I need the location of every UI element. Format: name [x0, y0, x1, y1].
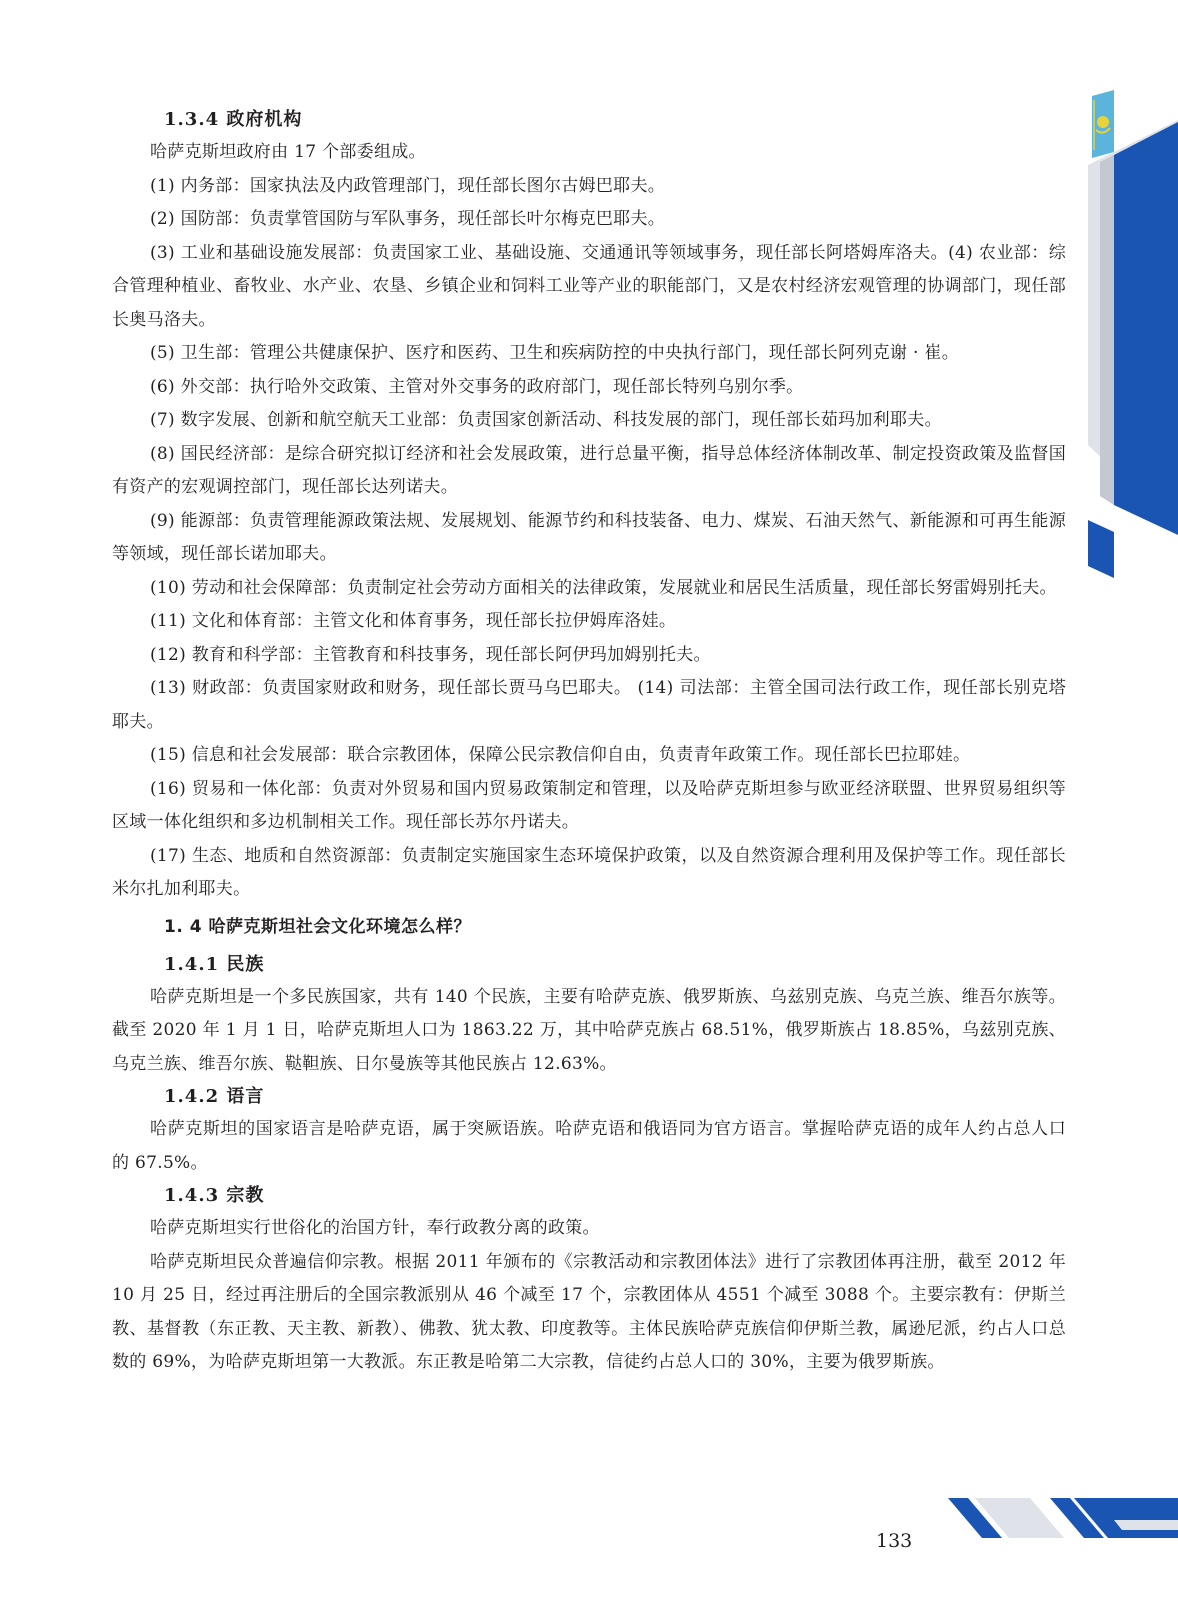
side-tab-blue: [1114, 122, 1178, 535]
kazakhstan-flag-icon: [1092, 90, 1114, 158]
side-tab-stripe-blue: [1088, 520, 1114, 578]
paragraph: 哈萨克斯坦实行世俗化的治国方针，奉行政教分离的政策。: [150, 1218, 600, 1238]
paragraph: (5) 卫生部：管理公共健康保护、医疗和医药、卫生和疾病防控的中央执行部门，现任部长阿列克谢 · 崔。: [150, 343, 959, 363]
paragraph: 哈萨克斯坦政府由 17 个部委组成。: [150, 142, 426, 162]
paragraph: (17) 生态、地质和自然资源部：负责制定实施国家生态环境保护政策，以及自然资源合理利用及保护等工作。现任部长米尔扎加利耶夫。: [112, 845, 1066, 899]
page-number: 133: [876, 1530, 913, 1552]
heading-1-4-3: 1.4.3 宗教: [164, 1185, 265, 1206]
heading-1-4-1: 1.4.1 民族: [164, 953, 265, 975]
page-content: [112, 104, 1066, 1380]
paragraph: 哈萨克斯坦是一个多民族国家，共有 140 个民族，主要有哈萨克族、俄罗斯族、乌兹别克族、乌克兰族、维吾尔族等。截至 2020 年 1 月 1 日，哈萨克斯坦人口为 1863.22 万，其中哈萨克族占 68.51%，俄罗斯族占 18.85%，乌兹别克族、乌克兰族、维吾尔族、鞑靼族、日尔曼族等其他民族占 12.63%。: [112, 986, 1066, 1074]
paragraph: (13) 财政部：负责国家财政和财务，现任部长贾马乌巴耶夫。 (14) 司法部：主管全国司法行政工作，现任部长别克塔耶夫。: [112, 678, 1066, 732]
paragraph: (9) 能源部：负责管理能源政策法规、发展规划、能源节约和科技装备、电力、煤炭、石油天然气、新能源和可再生能源等领域，现任部长诺加耶夫。: [112, 510, 1066, 564]
paragraph: (11) 文化和体育部：主管文化和体育事务，现任部长拉伊姆库洛娃。: [150, 611, 677, 631]
paragraph: (8) 国民经济部：是综合研究拟订经济和社会发展政策，进行总量平衡，指导总体经济体制改革、制定投资政策及监督国有资产的宏观调控部门，现任部长达列诺夫。: [112, 443, 1066, 497]
paragraph: (12) 教育和科学部：主管教育和科技事务，现任部长阿伊玛加姆别托夫。: [150, 644, 711, 665]
footer-stripes: [948, 1498, 1178, 1538]
heading-1-4: 1. 4 哈萨克斯坦社会文化环境怎么样？: [164, 916, 471, 937]
paragraph: (2) 国防部：负责掌管国防与军队事务，现任部长叶尔梅克巴耶夫。: [150, 209, 666, 229]
paragraph: (6) 外交部：执行哈外交政策、主管对外交事务的政府部门，现任部长特列乌别尔季。: [150, 376, 804, 397]
paragraph: 哈萨克斯坦的国家语言是哈萨克语，属于突厥语族。哈萨克语和俄语同为官方语言。掌握哈萨克语的成年人约占总人口的 67.5%。: [112, 1119, 1066, 1173]
heading-1-4-2: 1.4.2 语言: [164, 1086, 265, 1107]
paragraph: (1) 内务部：国家执法及内政管理部门，现任部长图尔古姆巴耶夫。: [150, 175, 666, 196]
side-tab-stripe-white: [1093, 505, 1178, 552]
paragraph: (10) 劳动和社会保障部：负责制定社会劳动方面相关的法律政策，发展就业和居民生活质量，现任部长努雷姆别托夫。: [150, 577, 1057, 598]
side-tab-edge: [1100, 155, 1114, 505]
paragraph: 哈萨克斯坦民众普遍信仰宗教。根据 2011 年颁布的《宗教活动和宗教团体法》进行了宗教团体再注册，截至 2012 年 10 月 25 日，经过再注册后的全国宗教派别从 46 个减至 17 个，宗教团体从 4551 个减至 3088 个。主要宗教有：伊斯兰教、基督教（东正教、天主教、新教）、佛教、犹太教、印度教等。主体民族哈萨克族信仰伊斯兰教，属逊尼派，约占人口总数的 69%，为哈萨克斯坦第一大教派。东正教是哈第二大宗教，信徒约占总人口的 30%，主要为俄罗斯族。: [112, 1251, 1066, 1372]
paragraph: (15) 信息和社会发展部：联合宗教团体，保障公民宗教信仰自由，负责青年政策工作。现任部长巴拉耶娃。: [150, 745, 971, 765]
paragraph: (3) 工业和基础设施发展部：负责国家工业、基础设施、交通通讯等领域事务，现任部长阿塔姆库洛夫。(4) 农业部：综合管理种植业、畜牧业、水产业、农垦、乡镇企业和饲料工业等产业的职能部门，又是农村经济宏观管理的协调部门，现任部长奥马洛夫。: [112, 242, 1066, 330]
paragraph: (7) 数字发展、创新和航空航天工业部：负责国家创新活动、科技发展的部门，现任部长茹玛加利耶夫。: [150, 410, 942, 430]
side-tab-shadow: [1088, 120, 1178, 530]
paragraph: (16) 贸易和一体化部：负责对外贸易和国内贸易政策制定和管理，以及哈萨克斯坦参与欧亚经济联盟、世界贸易组织等区域一体化组织和多边机制相关工作。现任部长苏尔丹诺夫。: [112, 778, 1066, 832]
heading-1-3-4: 1.3.4 政府机构: [164, 109, 303, 130]
